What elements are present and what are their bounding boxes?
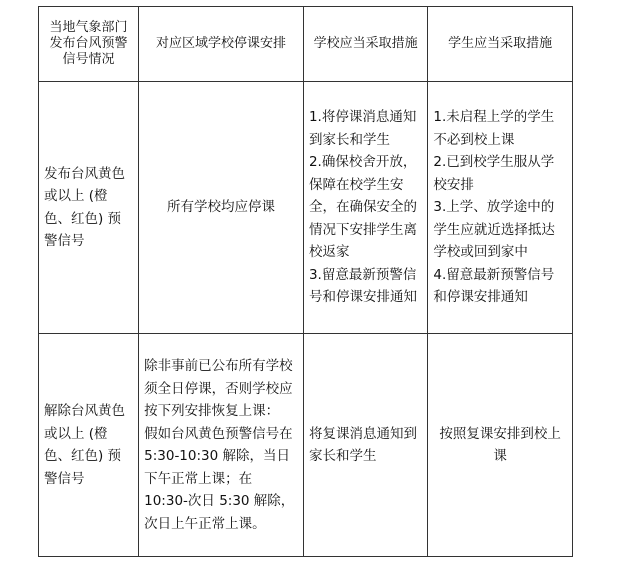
row2-school-measures: 将复课消息通知到家长和学生 <box>303 334 427 557</box>
arrangement-case: 假如台风黄色预警信号在 5:30-10:30 解除，当日下午正常上课；在 10:30-次日 5:30 解除，次日上午正常上课。 <box>144 425 295 532</box>
row1-student-measures <box>428 82 573 334</box>
student-measure-item: 4.留意最新预警信号和停课安排通知 <box>433 266 555 306</box>
table-row <box>39 334 573 557</box>
arrangement-intro: 除非事前已公布所有学校须全日停课，否则学校应按下列安排恢复上课： <box>144 358 293 419</box>
row2-arrangement <box>139 334 304 557</box>
school-measure-item: 1.将停课消息通知到家长和学生 <box>308 109 417 148</box>
table-row <box>39 82 573 334</box>
table-header-row <box>39 7 573 82</box>
typhoon-school-table <box>38 6 573 557</box>
header-student-measures: 学生应当采取措施 <box>428 7 573 82</box>
row2-student-measures: 按照复课安排到校上课 <box>428 334 573 557</box>
student-measure-item: 3.上学、放学途中的学生应就近选择抵达学校或回到家中 <box>433 199 555 261</box>
school-measure-item: 3.留意最新预警信号和停课安排通知 <box>308 266 417 306</box>
header-school-measures: 学校应当采取措施 <box>303 7 427 82</box>
student-measure-item: 1.未启程上学的学生不必到校上课 <box>433 109 555 148</box>
header-signal-status: 当地气象部门发布台风预警信号情况 <box>39 7 139 82</box>
row1-school-measures <box>303 82 427 334</box>
row1-signal: 发布台风黄色或以上 (橙色、红色) 预警信号 <box>39 82 139 334</box>
student-measure-item: 2.已到校学生服从学校安排 <box>433 154 555 193</box>
school-measure-item: 2.确保校舍开放，保障在校学生安全，在确保安全的情况下安排学生离校返家 <box>308 154 417 261</box>
row1-arrangement: 所有学校均应停课 <box>139 82 304 334</box>
row2-signal: 解除台风黄色或以上 (橙色、红色) 预警信号 <box>39 334 139 557</box>
header-school-arrangement: 对应区域学校停课安排 <box>139 7 304 82</box>
